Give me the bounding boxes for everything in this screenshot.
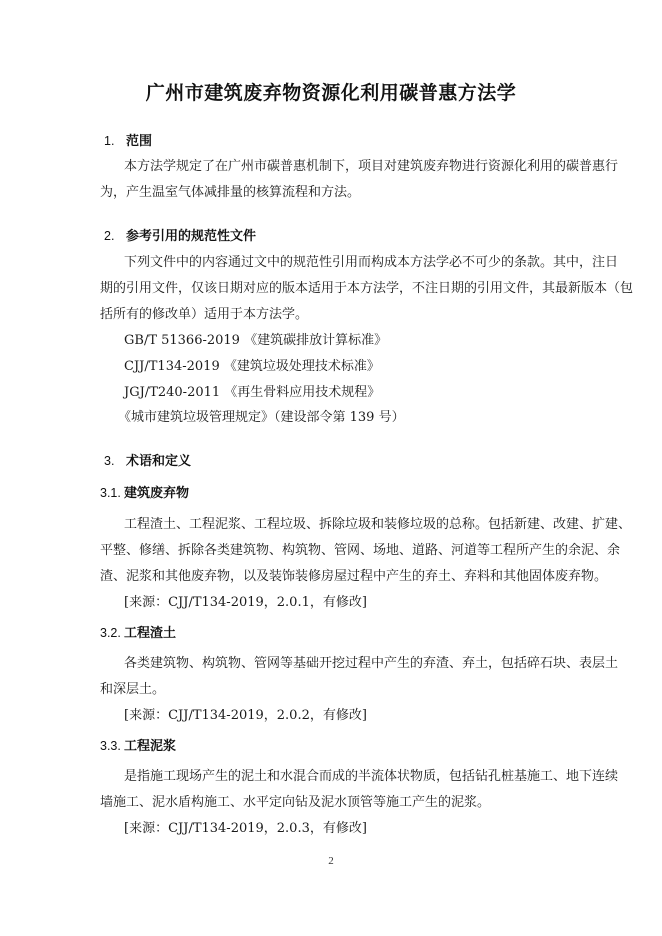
section-number: 2. xyxy=(104,229,115,243)
subsection-title: 工程渣土 xyxy=(124,626,177,641)
paragraph-line: 渣、泥浆和其他废弃物，以及装饰装修房屋过程中产生的弃土、弃料和其他固体废弃物。 xyxy=(100,569,608,584)
paragraph-line: 为，产生温室气体减排量的核算流程和方法。 xyxy=(100,185,361,200)
subsection-number: 3.3. xyxy=(100,739,121,753)
document-title: 广州市建筑废弃物资源化利用碳普惠方法学 xyxy=(145,82,517,104)
section-title: 范围 xyxy=(126,134,153,149)
subsection-3-2-heading xyxy=(100,622,176,641)
paragraph-line: 括所有的修改单）适用于本方法学。 xyxy=(100,307,309,322)
section-number: 1. xyxy=(104,134,115,148)
paragraph-line: 各类建筑物、构筑物、管网等基础开挖过程中产生的弃渣、弃土，包括碎石块、表层土 xyxy=(124,656,619,671)
paragraph-line: 墙施工、泥水盾构施工、水平定向钻及泥水顶管等施工产生的泥浆。 xyxy=(100,795,491,810)
paragraph-line: 是指施工现场产生的泥土和水混合而成的半流体状物质，包括钻孔桩基施工、地下连续 xyxy=(124,769,619,784)
reference-item: GB/T 51366-2019 《建筑碳排放计算标准》 xyxy=(124,333,388,348)
section-3-heading xyxy=(104,450,191,469)
paragraph-line: 本方法学规定了在广州市碳普惠机制下，项目对建筑废弃物进行资源化利用的碳普惠行 xyxy=(124,159,619,174)
section-1-heading xyxy=(104,130,152,149)
section-title: 术语和定义 xyxy=(126,454,192,469)
section-title: 参考引用的规范性文件 xyxy=(126,229,257,244)
subsection-title: 工程泥浆 xyxy=(124,739,177,754)
subsection-3-1-heading xyxy=(100,482,189,501)
paragraph-line: 工程渣土、工程泥浆、工程垃圾、拆除垃圾和装修垃圾的总称。包括新建、改建、扩建、 xyxy=(124,517,632,532)
source-note: [来源：CJJ/T134-2019，2.0.1，有修改] xyxy=(124,595,367,610)
section-2-heading xyxy=(104,225,256,244)
source-note: [来源：CJJ/T134-2019，2.0.3，有修改] xyxy=(124,821,367,836)
subsection-number: 3.1. xyxy=(100,486,121,500)
reference-item: JGJ/T240-2011 《再生骨料应用技术规程》 xyxy=(124,385,381,400)
subsection-3-3-heading xyxy=(100,735,176,754)
reference-item: CJJ/T134-2019 《建筑垃圾处理技术标准》 xyxy=(124,359,380,374)
paragraph-line: 下列文件中的内容通过文中的规范性引用而构成本方法学必不可少的条款。其中，注日 xyxy=(124,255,619,270)
source-note: [来源：CJJ/T134-2019，2.0.2，有修改] xyxy=(124,708,367,723)
subsection-title: 建筑废弃物 xyxy=(124,486,190,501)
reference-item: 《城市建筑垃圾管理规定》（建设部令第 139 号） xyxy=(118,410,405,425)
page-number: 2 xyxy=(328,855,334,867)
paragraph-line: 和深层土。 xyxy=(100,682,166,697)
subsection-number: 3.2. xyxy=(100,626,121,640)
paragraph-line: 平整、修缮、拆除各类建筑物、构筑物、管网、场地、道路、河道等工程所产生的余泥、余 xyxy=(100,543,621,558)
section-number: 3. xyxy=(104,454,115,468)
paragraph-line: 期的引用文件，仅该日期对应的版本适用于本方法学，不注日期的引用文件，其最新版本（包 xyxy=(100,281,634,296)
